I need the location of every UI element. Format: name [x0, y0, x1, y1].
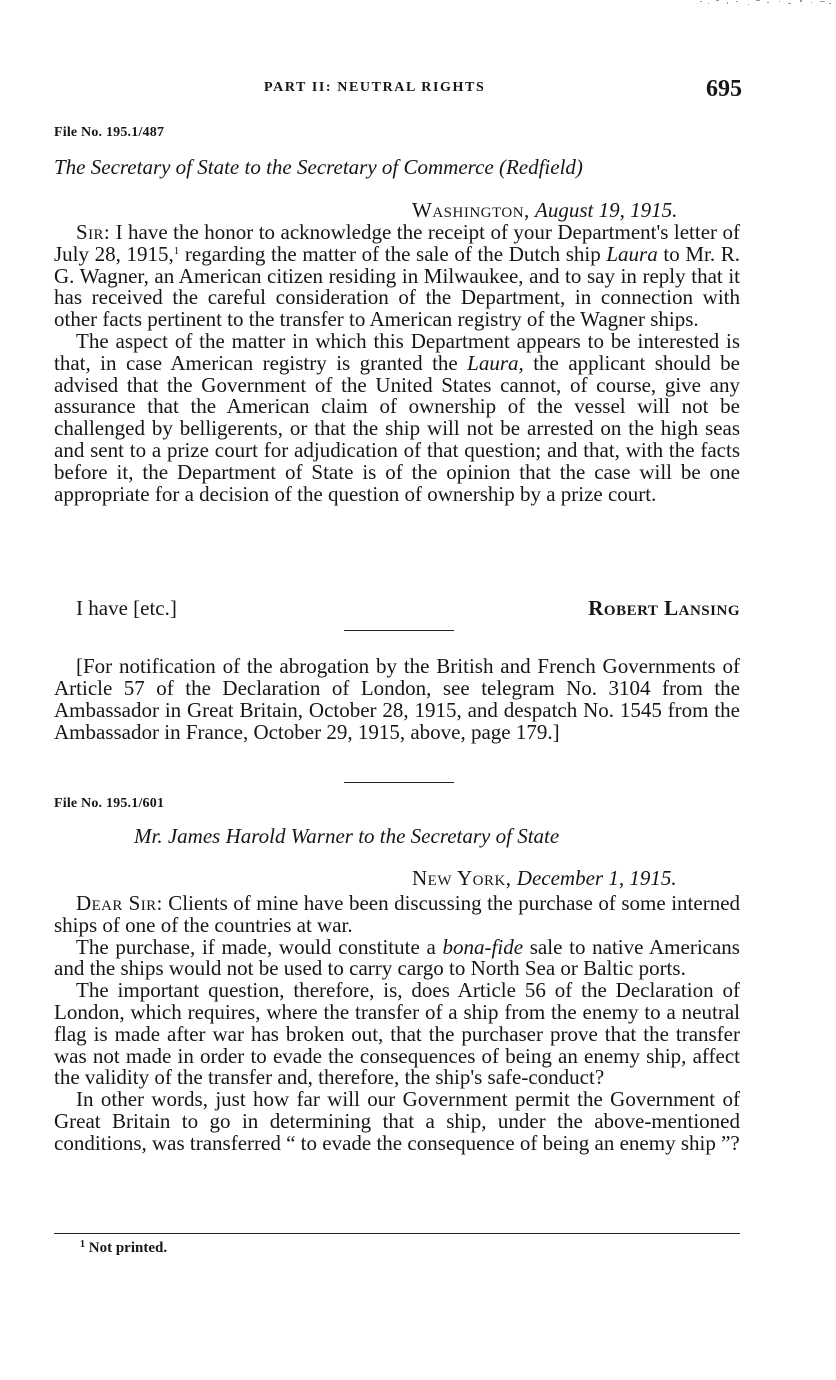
section-divider [344, 782, 454, 783]
ship-name: Laura, [467, 350, 524, 375]
page-header [54, 78, 742, 106]
paragraph-text: In other words, just how far will our Government permit the Government of Great Britain to go in determining that a ship, under the above-mentioned conditions, was transferred “ to evade the consequence of being an enemy ship ”? [54, 1087, 740, 1155]
document-title: Mr. James Harold Warner to the Secretary of State [134, 824, 560, 848]
document-title: The Secretary of State to the Secretary of Commerce (Redfield) [54, 155, 583, 179]
paragraph [54, 980, 740, 1089]
footnote-text: Not printed. [88, 1240, 168, 1256]
page-number: 695 [706, 76, 742, 102]
section-divider [344, 630, 454, 631]
paragraph [54, 328, 741, 506]
paragraph-text: Clients of mine have been discussing the purchase of some interned ships of one of the countries at war. [54, 891, 741, 937]
paragraph-text: to Mr. R. G. Wagner, an American citizen residing in Milwaukee, and to say in reply that it has received the careful consideration of the Department, in connection with other facts pertinent to the transfer to American registry of the Wagner ships. [54, 241, 741, 332]
paragraph-text: regarding the matter of the sale of the Dutch ship [179, 241, 607, 266]
dateline-date: August 19, 1915. [535, 198, 678, 222]
editorial-note [54, 655, 740, 743]
dateline-place: New York, [412, 866, 512, 890]
salutation: Dear Sir: [76, 891, 163, 915]
footnote-marker: 1 [173, 244, 180, 257]
paragraph [54, 893, 740, 937]
signature: Robert Lansing [588, 596, 740, 620]
footnote-marker: 1 [80, 1239, 85, 1250]
paragraph-text: The aspect of the matter in which this Department appears to be interested is that, in case American registry is granted the [54, 328, 740, 375]
paragraph [54, 222, 740, 331]
editorial-note-text: [For notification of the abrogation by the British and French Governments of Article 57 of the Declaration of London, see telegram No. 3104 from the Ambassador in Great Britain, October 28, 1915, and despatch No. 1545 from the Ambassador in France, October 29, 1915, above, page 179.] [54, 654, 740, 744]
running-head: PART II: NEUTRAL RIGHTS [264, 80, 486, 95]
paragraph-text: sale to native Americans and the ships would not be used to carry cargo to North Sea or Baltic ports. [54, 934, 740, 981]
dateline-place: Washington, [412, 198, 530, 222]
file-number: File No. 195.1/487 [54, 125, 165, 140]
paragraph-text: I have the honor to acknowledge the receipt of your Department's letter of July 28, 1915, [54, 220, 740, 266]
italic-term: bona-fide [442, 934, 524, 959]
paragraph [54, 934, 740, 981]
footnote [80, 1240, 167, 1257]
letter-closing [76, 596, 740, 620]
letter-body [54, 222, 740, 505]
dateline-date: December 1, 1915. [516, 866, 677, 890]
paragraph-text: The purchase, if made, would constitute a [76, 934, 443, 959]
scan-speckle-artifact [696, 0, 836, 10]
footnote-rule [54, 1233, 740, 1234]
file-number: File No. 195.1/601 [54, 796, 165, 811]
paragraph-text: the applicant should be advised that the Government of the United States cannot, of course, give any assurance that the American claim of ownership of the vessel will not be challenged by belligerents, or that the ship will not be arrested on the high seas and sent to a prize court for adjudication of that question; and that, with the facts before it, the Department of State is of the opinion that the case will be one appropriate for a decision of the question of ownership by a prize court. [54, 350, 741, 506]
paragraph [54, 1089, 740, 1154]
dateline [412, 866, 677, 891]
complimentary-close: I have [etc.] [76, 596, 177, 620]
ship-name: Laura [606, 241, 658, 266]
salutation: Sir: [76, 220, 111, 244]
paragraph-text: The important question, therefore, is, does Article 56 of the Declaration of London, which requires, where the transfer of a ship from the enemy to a neutral flag is made after war has broken out, that the purchaser prove that the transfer was not made in order to evade the consequences of being an enemy ship, affect the validity of the transfer and, therefore, the ship's safe-conduct? [54, 978, 740, 1090]
letter-body [54, 893, 740, 1155]
